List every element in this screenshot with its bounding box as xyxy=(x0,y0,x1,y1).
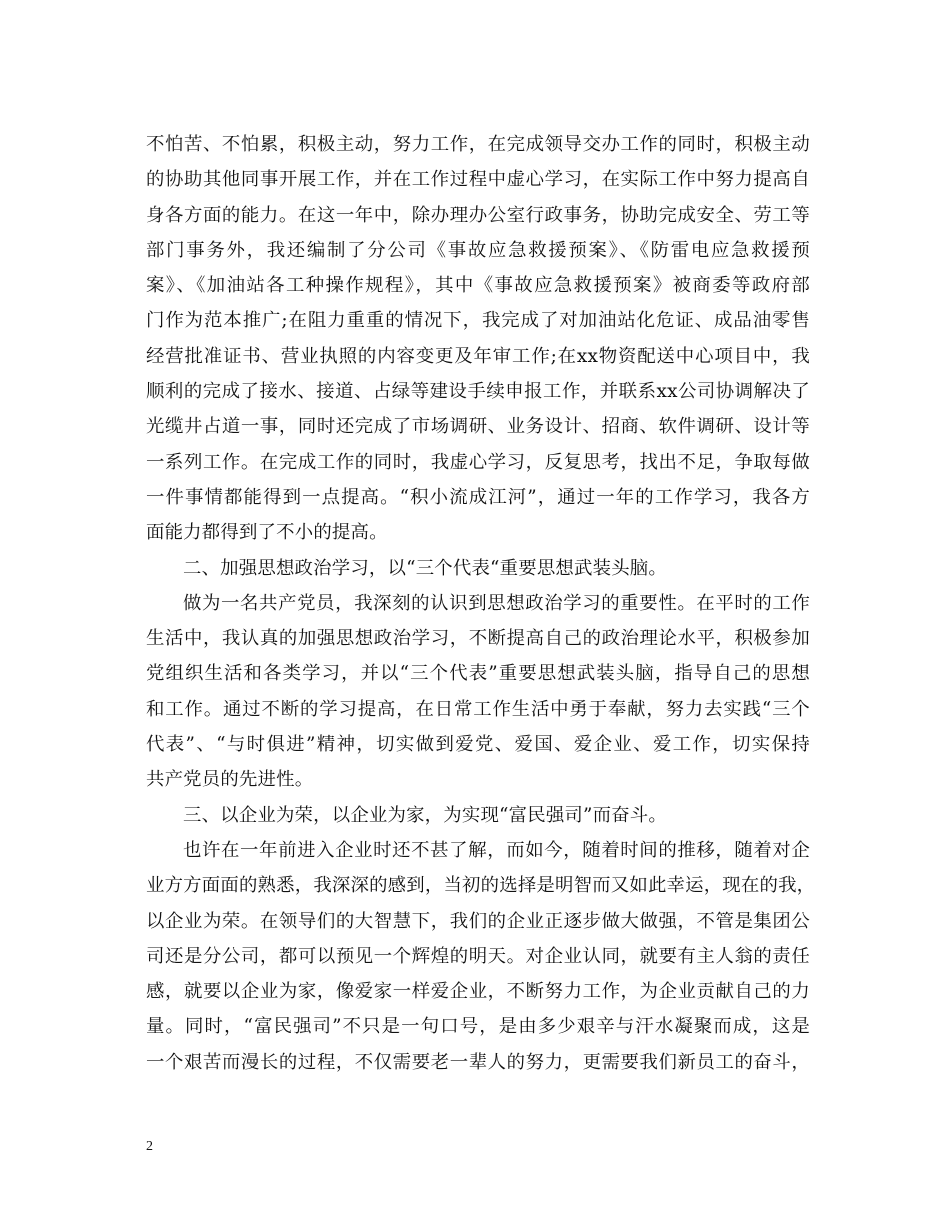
text-line: 经营批准证书、营业执照的内容变更及年审工作;在xx物资配送中心项目中，我 xyxy=(146,345,810,367)
text-line: 量。同时，“富民强司”不只是一句口号，是由多少艰辛与汗水凝聚而成，这是 xyxy=(146,1016,810,1038)
text-line: 感，就要以企业为家，像爱家一样爱企业，不断努力工作，为企业贡献自己的力 xyxy=(146,981,810,1003)
text-line: 党组织生活和各类学习，并以“三个代表”重要思想武装头脑，指导自己的思想 xyxy=(146,663,810,685)
text-line: 代表”、“与时俱进”精神，切实做到爱党、爱国、爱企业、爱工作，切实保持 xyxy=(146,734,810,756)
page-number: 2 xyxy=(146,1139,153,1154)
text-line: 司还是分公司，都可以预见一个辉煌的明天。对企业认同，就要有主人翁的责任 xyxy=(146,945,810,967)
text-line: 共产党员的先进性。 xyxy=(146,769,314,791)
text-line: 以企业为荣。在领导们的大智慧下，我们的企业正逐步做大做强，不管是集团公 xyxy=(146,910,810,932)
text-line: 也许在一年前进入企业时还不甚了解，而如今，随着时间的推移，随着对企 xyxy=(183,839,810,861)
text-line: 的协助其他同事开展工作，并在工作过程中虚心学习，在实际工作中努力提高自 xyxy=(146,169,810,191)
text-line: 身各方面的能力。在这一年中，除办理办公室行政事务，协助完成安全、劳工等 xyxy=(146,204,810,226)
text-line: 生活中，我认真的加强思想政治学习，不断提高自己的政治理论水平，积极参加 xyxy=(146,628,810,650)
text-line: 顺利的完成了接水、接道、占绿等建设手续申报工作，并联系xx公司协调解决了 xyxy=(146,381,810,403)
text-line: 业方方面面的熟悉，我深深的感到，当初的选择是明智而又如此幸运，现在的我， xyxy=(146,875,816,897)
text-line: 和工作。通过不断的学习提高，在日常工作生活中勇于奉献，努力去实践“三个 xyxy=(146,698,810,720)
text-line: 面能力都得到了不小的提高。 xyxy=(146,522,388,544)
text-line: 部门事务外，我还编制了分公司《事故应急救援预案》、《防雷电应急救援预 xyxy=(146,239,810,261)
section-heading: 二、加强思想政治学习，以“三个代表“重要思想武装头脑。 xyxy=(183,557,667,579)
document-body xyxy=(146,127,816,1080)
text-line: 一件事情都能得到一点提高。“积小流成江河”，通过一年的工作学习，我各方 xyxy=(146,486,810,508)
text-line: 做为一名共产党员，我深刻的认识到思想政治学习的重要性。在平时的工作 xyxy=(183,592,810,614)
text-line: 门作为范本推广;在阻力重重的情况下，我完成了对加油站化危证、成品油零售 xyxy=(146,310,810,332)
text-line: 一系列工作。在完成工作的同时，我虚心学习，反复思考，找出不足，争取每做 xyxy=(146,451,810,473)
text-line: 光缆井占道一事，同时还完成了市场调研、业务设计、招商、软件调研、设计等 xyxy=(146,416,810,438)
text-line: 案》、《加油站各工种操作规程》，其中《事故应急救援预案》被商委等政府部 xyxy=(146,275,810,297)
text-line: 不怕苦、不怕累，积极主动，努力工作，在完成领导交办工作的同时，积极主动 xyxy=(146,134,810,155)
text-line: 一个艰苦而漫长的过程，不仅需要老一辈人的努力，更需要我们新员工的奋斗， xyxy=(146,1051,810,1073)
section-heading: 三、以企业为荣，以企业为家，为实现“富民强司”而奋斗。 xyxy=(183,804,667,826)
